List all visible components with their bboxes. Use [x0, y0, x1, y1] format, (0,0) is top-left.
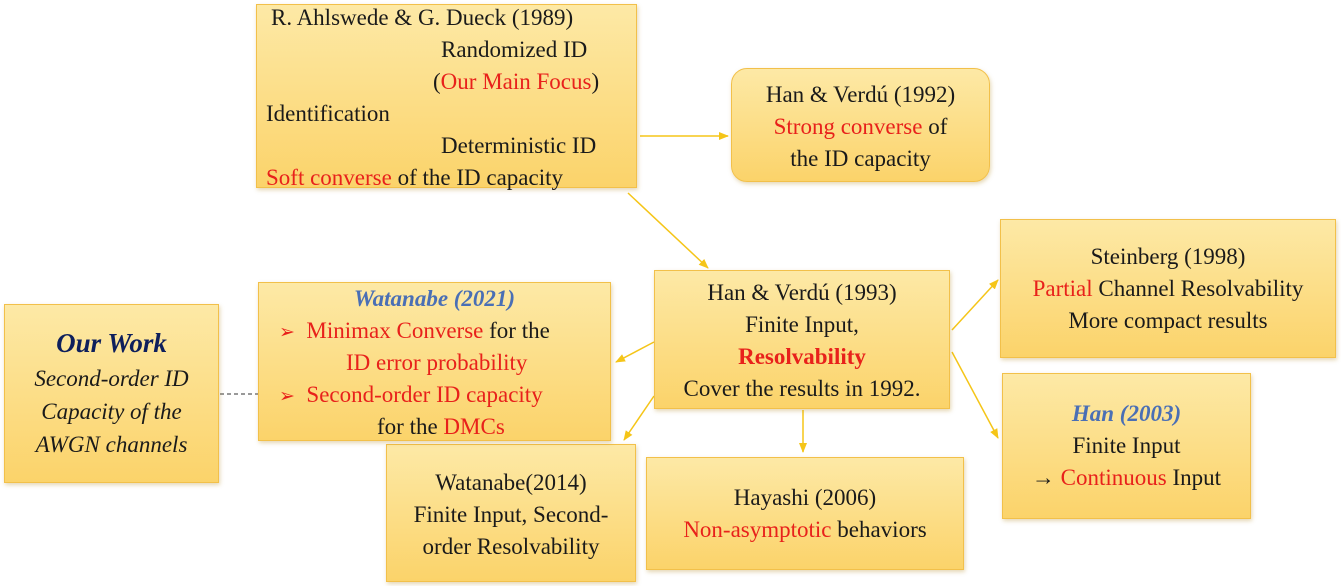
- cover-results-line: Cover the results in 1992.: [683, 376, 921, 401]
- minimax-bullet-line: ➢ Minimax Converse for the: [279, 318, 550, 343]
- han-finite-input-line: Finite Input: [1072, 433, 1181, 458]
- han-verdu-1992-author: Han & Verdú (1992): [765, 82, 956, 107]
- watanabe-2021-author: Watanabe (2021): [353, 286, 516, 311]
- partial-resolvability-line: Partial Channel Resolvability: [1032, 276, 1304, 301]
- box-han-verdu-1992: [731, 68, 990, 182]
- id-error-probability-line: ID error probability: [346, 350, 528, 375]
- deterministic-id-label: Deterministic ID: [441, 133, 597, 158]
- han-2003-author: Han (2003): [1071, 401, 1182, 426]
- randomized-id-label: Randomized ID: [441, 37, 588, 62]
- watanabe-2014-line2: Finite Input, Second-: [413, 502, 609, 527]
- box-watanabe-2014: [386, 444, 636, 582]
- second-order-bullet-line: ➢ Second-order ID capacity: [279, 382, 543, 407]
- our-main-focus-label: (Our Main Focus): [433, 69, 600, 94]
- box-han-2003: [1002, 373, 1251, 519]
- identification-label: Identification: [266, 101, 390, 126]
- arrow-bullet-icon: ➢: [279, 322, 295, 343]
- watanabe-2014-line3: order Resolvability: [422, 534, 600, 559]
- han-verdu-1993-author: Han & Verdú (1993): [707, 280, 897, 305]
- our-work-line4: AWGN channels: [35, 432, 188, 457]
- box-our-work: [4, 304, 219, 483]
- id-capacity-line: the ID capacity: [790, 146, 931, 171]
- resolvability-label: Resolvability: [738, 344, 866, 369]
- arrow-1993-to-han2003: [952, 352, 998, 438]
- steinberg-author: Steinberg (1998): [1090, 244, 1246, 269]
- our-work-line3: Capacity of the: [41, 399, 182, 424]
- watanabe-2014-author: Watanabe(2014): [435, 470, 587, 495]
- our-work-line2: Second-order ID: [34, 366, 189, 391]
- box-ahlswede-dueck-1989: [256, 4, 637, 188]
- our-work-title: Our Work: [56, 328, 167, 358]
- continuous-input-line: → Continuous Input: [1031, 465, 1222, 490]
- compact-results-line: More compact results: [1068, 308, 1268, 333]
- soft-converse-line: Soft converse of the ID capacity: [266, 165, 563, 190]
- box-han-verdu-1993: [654, 270, 950, 409]
- box-hayashi-2006: [646, 457, 964, 570]
- arrow-1993-to-steinberg: [952, 280, 998, 330]
- ahlswede-author: R. Ahlswede & G. Dueck (1989): [271, 5, 574, 30]
- hayashi-author: Hayashi (2006): [733, 485, 877, 510]
- box-watanabe-2021: [258, 282, 611, 441]
- arrow-1989-to-1993: [628, 193, 708, 268]
- box-steinberg-1998: [1000, 219, 1336, 358]
- finite-input-line: Finite Input,: [745, 312, 859, 337]
- arrow-1993-to-watanabe2014: [624, 396, 654, 440]
- arrow-1993-to-watanabe2021: [616, 342, 654, 362]
- for-the-dmcs-line: for the DMCs: [377, 414, 505, 439]
- non-asymptotic-line: Non-asymptotic behaviors: [683, 517, 927, 542]
- strong-converse-line: Strong converse of: [773, 114, 948, 139]
- arrow-bullet-icon: ➢: [279, 386, 295, 407]
